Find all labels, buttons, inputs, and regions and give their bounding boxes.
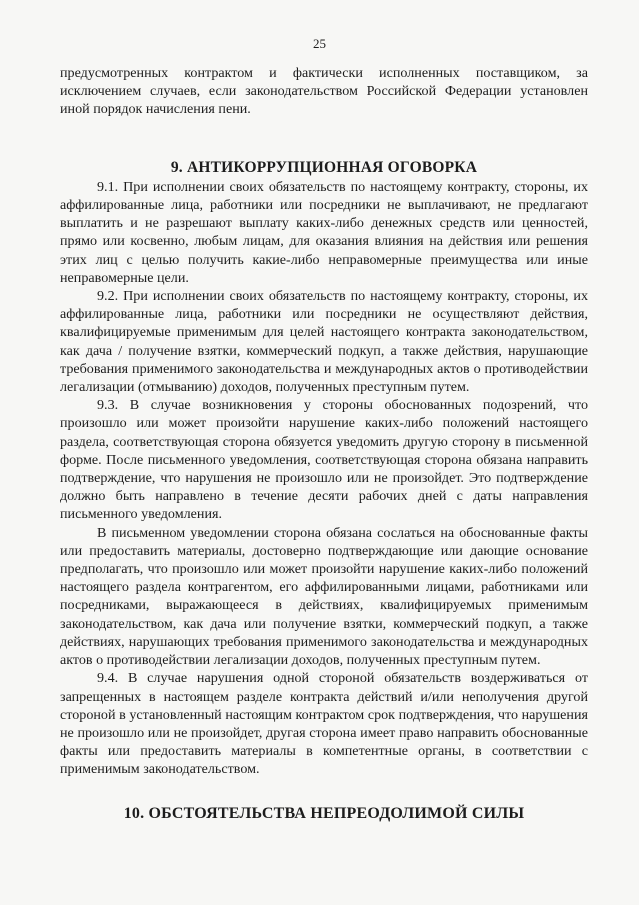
document-body bbox=[60, 64, 588, 823]
paragraph-9-4: 9.4. В случае нарушения одной стороной обязательств воздерживаться от запрещенных в настоящем разделе контракта действий и/или неполучения другой стороной в установленный настоящим контрактом срок подтверждения, что нарушения не произошло или не произойдет, другая сторона имеет право направить обоснованные факты или предоставить материалы в компетентные органы, в соответствии с применимым законодательством. bbox=[60, 670, 588, 778]
paragraph-9-3-notice: В письменном уведомлении сторона обязана сослаться на обоснованные факты или предоставить материалы, достоверно подтверждающие или дающие основание предполагать, что произошло или может произойти нарушение каких-либо положений настоящего раздела контрагентом, его аффилированными лицами, работниками или посредниками, выражающееся в действиях, квалифицируемых применимым законодательством, как дача или получение взятки, коммерческий подкуп, а также действиях, нарушающих требования применимого законодательства и международных актов о противодействии легализации доходов, полученных преступным путем. bbox=[60, 524, 588, 669]
section-10-heading: 10. ОБСТОЯТЕЛЬСТВА НЕПРЕОДОЛИМОЙ СИЛЫ bbox=[123, 804, 525, 822]
section-9-heading: 9. АНТИКОРРУПЦИОННАЯ ОГОВОРКА bbox=[170, 158, 478, 176]
paragraph-9-2: 9.2. При исполнении своих обязательств по настоящему контракту, стороны, их аффилированные лица, работники или посредники не осуществляют действия, квалифицируемые применимым для целей настоящего контракта законодательством, как дача / получение взятки, коммерческий подкуп, а также действия, нарушающие требования применимого законодательства и международных актов о противодействии легализации (отмыванию) доходов, полученных преступным путем. bbox=[60, 288, 588, 396]
paragraph-9-3: 9.3. В случае возникновения у стороны обоснованных подозрений, что произошло или может произойти нарушение каких-либо положений настоящего раздела, соответствующая сторона обязуется уведомить другую сторону в письменной форме. После письменного уведомления, соответствующая сторона обязана направить подтверждение, что нарушения не произошло или не произойдет. Это подтверждение должно быть направлено в течение десяти рабочих дней с даты направления письменного уведомления. bbox=[60, 397, 588, 523]
intro-paragraph: предусмотренных контрактом и фактически исполненных поставщиком, за исключением случаев, если законодательством Российской Федерации установлен иной порядок начисления пени. bbox=[60, 65, 588, 118]
paragraph-9-1: 9.1. При исполнении своих обязательств по настоящему контракту, стороны, их аффилированные лица, работники или посредники не выплачивают, не предлагают выплатить и не разрешают выплату каких-либо денежных средств или ценностей, прямо или косвенно, любым лицам, для оказания влияния на действия или решения этих лиц с целью получить какие-либо неправомерные преимущества или иные неправомерные цели. bbox=[60, 178, 588, 286]
page-number: 25 bbox=[313, 36, 326, 51]
